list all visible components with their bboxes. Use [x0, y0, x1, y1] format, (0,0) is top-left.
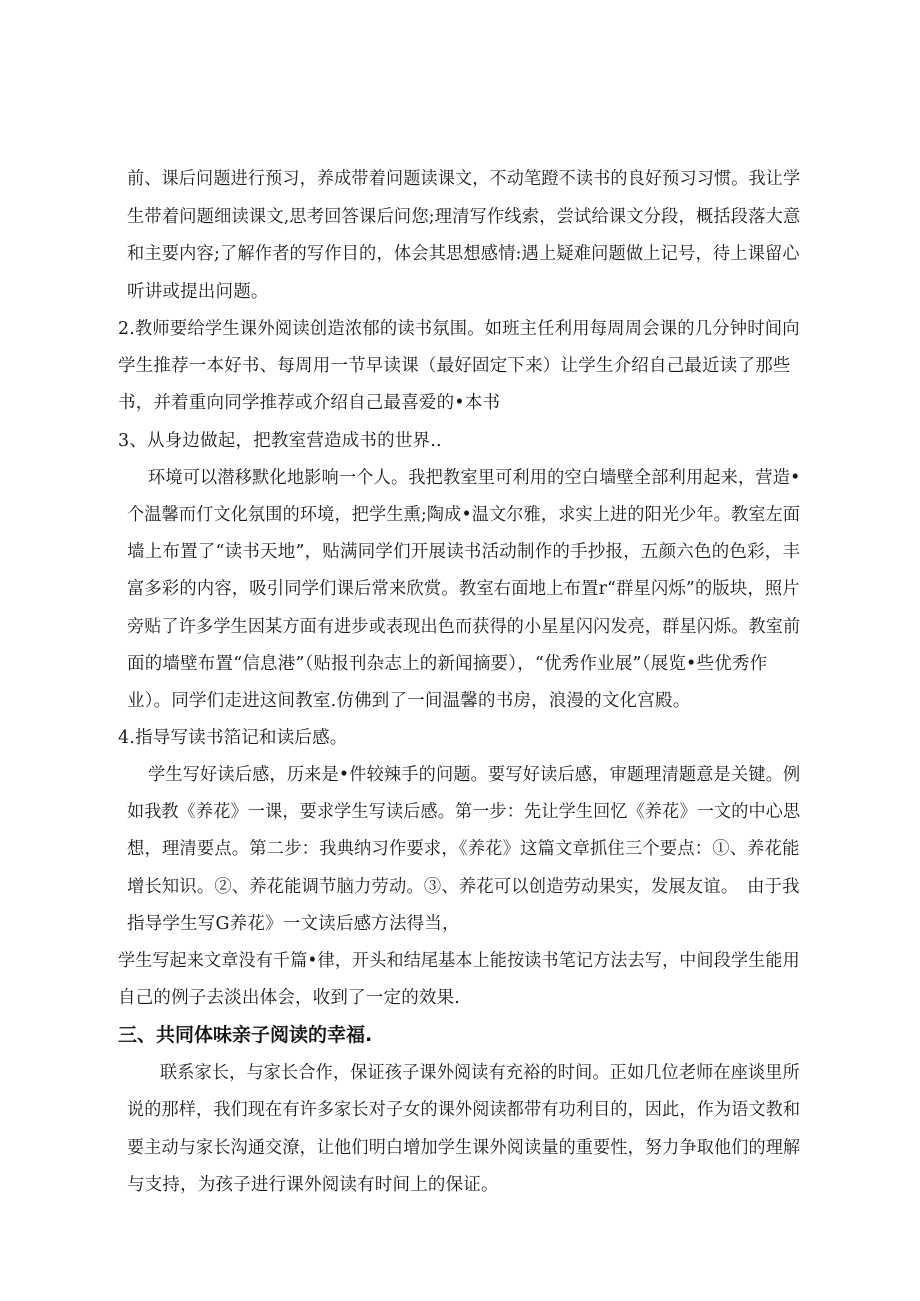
body-line: 学生写起来文章没有千篇•律，开头和结尾基本上能按读书笔记方法去写，中间段学生能用 — [118, 951, 800, 971]
body-line: 听讲或提出问题。 — [127, 282, 269, 302]
body-line: 面的墙壁布置“信息港”（贴报刊杂志上的新闻摘要），“优秀作业展”（展览•些优秀作 — [127, 654, 768, 674]
body-line: 联系家长，与家长合作，保证孩子课外阅读有充裕的时间。正如几位老师在座谈里所 — [160, 1063, 800, 1083]
body-line: 业）。同学们走进这间教室.仿佛到了一间温馨的书房，浪漫的文化宫殿。 — [127, 691, 691, 711]
body-line: 富多彩的内容，吸引同学们课后常来欣赏。教室右面地上布置r“群星闪烁”的版块，照片 — [127, 579, 800, 599]
body-line: 要主动与家长沟通交潦，让他们明白增加学生课外阅读量的重要性，努力争取他们的理解 — [127, 1138, 801, 1158]
section-heading: 三、共同体味亲子阅读的幸福. — [118, 1024, 373, 1046]
body-line: 增长知识。②、养花能调节脑力劳动。③、养花可以创造劳动果实，发展友谊。 由于我 — [127, 877, 800, 897]
body-line: 如我教《养花》一课，要求学生写读后感。第一步：先让学生回忆《养花》一文的中心思 — [127, 802, 801, 822]
body-line: 学生写好读后感，历来是•件较辣手的问题。要写好读后感，审题理清题意是关键。例 — [148, 765, 801, 785]
body-line: 自己的例子去淡出体会，收到了一定的效果. — [118, 988, 461, 1008]
body-line: 生带着问题细读课文,思考回答课后问您;理清写作线索，尝试给课文分段，概括段落大意 — [127, 207, 801, 227]
body-line: 环境可以潜移默化地影响一个人。我把教室里可利用的空白墙壁全部利用起来，营造• — [148, 468, 801, 488]
body-line: 和主要内容;了解作者的写作目的，体会其思想感情:遇上疑难问题做上记号，待上课留心 — [127, 244, 800, 264]
body-line: 学生推荐一本好书、每周用一节早读课（最好固定下来）让学生介绍自己最近读了那些 — [118, 356, 791, 376]
body-line: 指导学生写G养花》一文读后感方法得当， — [127, 914, 460, 934]
body-line: 说的那样，我们现在有许多家长对子女的课外阅读都带有功利目的，因此，作为语文教和 — [127, 1100, 801, 1120]
body-line: 墙上布置了“读书天地”，贴满同学们开展读书活动制作的手抄报，五颜六色的色彩，丰 — [127, 542, 801, 562]
body-line: 4.指导写读书箔记和读后感。 — [118, 728, 348, 748]
body-line: 旁贴了许多学生因某方面有进步或表现出色而获得的小星星闪闪发亮，群星闪烁。教室前 — [127, 617, 801, 637]
body-line: 想，理清要点。第二步：我典纳习作要求，《养花》这篇文章抓住三个要点：①、养花能 — [127, 839, 800, 859]
body-line: 与支持，为孩子进行课外阅读有时间上的保证。 — [127, 1175, 499, 1195]
body-line: 前、课后问题进行预习，养成带着问题读课文，不动笔蹬不读书的良好预习习惯。我让学 — [127, 169, 801, 189]
body-line: 个温馨而仃文化氛围的环境，把学生熏;陶成•温文尔雅，求实上进的阳光少年。教室左面 — [127, 505, 801, 525]
body-line: 3、从身边做起，把教室营造成书的世界.. — [118, 431, 442, 451]
body-line: 书，并着重向同学推荐或介绍自己最喜爱的•本书 — [118, 393, 501, 413]
body-line: 2.教师要给学生课外阅读创造浓郁的读书氛围。如班主任利用每周周会课的几分钟时间向 — [118, 319, 800, 339]
